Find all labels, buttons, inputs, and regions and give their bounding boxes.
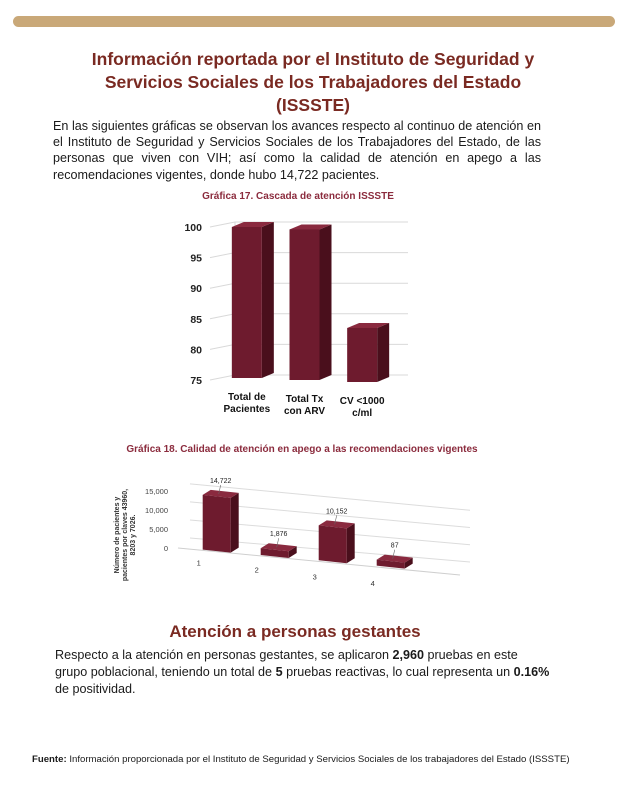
chart-17-ytick: 90: [190, 283, 202, 296]
chart-18-bar-side: [347, 523, 355, 563]
chart-18-category-label: 2: [254, 565, 259, 575]
chart-18-data-label: 10,152: [325, 508, 348, 516]
chart-17-ytick: 75: [190, 375, 202, 387]
chart-17-category-label: con ARV: [283, 406, 326, 417]
chart-18-ytick: 10,000: [145, 506, 168, 515]
chart-18-title: Gráfica 18. Calidad de atención en apego a las recomendaciones vigentes: [126, 444, 478, 455]
chart-18-ytick: 5,000: [149, 525, 168, 534]
chart-18-ylabel: Número de pacientes y: [114, 496, 121, 574]
chart-18-category-label: 1: [196, 558, 201, 568]
source-text: Información proporcionada por el Instituto de Seguridad y Servicios Sociales de los trabajadores del Estado (ISSSTE): [66, 754, 570, 765]
chart-18-ylabel: 8203 y 7026.: [130, 514, 137, 556]
chart-18-category-label: 3: [312, 572, 317, 582]
reactive-count: 5: [275, 665, 283, 679]
chart-17-ytick: 85: [190, 313, 202, 326]
tests-count: 2,960: [392, 648, 424, 662]
chart-18-bar: [319, 525, 347, 563]
chart-18-data-label: 87: [390, 542, 399, 550]
chart-17-ytick: 95: [190, 252, 202, 265]
chart-18-category-label: 4: [370, 579, 375, 589]
gestantes-paragraph: Respecto a la atención en personas gestantes, se aplicaron 2,960 pruebas en este grupo poblacional, teniendo un total de 5 pruebas reactivas, lo cual representa un 0.16% de positividad.: [55, 648, 550, 696]
page-title-line-2: Servicios Sociales de los Trabajadores del Estado: [104, 72, 522, 92]
chart-17-ytick: 80: [190, 344, 202, 357]
section-title-gestantes: Atención a personas gestantes: [169, 622, 421, 641]
positivity-rate: 0.16%: [513, 665, 550, 679]
chart-18-ylabel: pacientes por claves 43960,: [122, 488, 129, 582]
source-note: [32, 753, 572, 766]
chart-17-category-label: Total de: [228, 392, 266, 403]
source-label: Fuente:: [32, 754, 67, 765]
chart-17-category-label: Total Tx: [285, 394, 324, 405]
chart-18-data-label: 14,722: [209, 477, 232, 485]
chart-18-ytick: 0: [163, 544, 168, 553]
chart-17-category-label: Pacientes: [223, 404, 271, 415]
chart-17-title: Gráfica 17. Cascada de atención ISSSTE: [202, 191, 394, 202]
chart-18-data-label: 1,876: [269, 531, 288, 539]
chart-17-ytick: 100: [184, 222, 202, 234]
intro-paragraph: En las siguientes gráficas se observan los avances respecto al continuo de atención en el Instituto de Seguridad y Servicios Sociales de los Trabajadores del Estado, de las personas que viven con VIH; así como la calidad de atención en apego a las recomendaciones vigentes, donde hubo 14,722 pacientes.: [53, 119, 541, 182]
chart-18-bar-side: [231, 493, 239, 553]
chart-17-category-label: c/ml: [352, 408, 373, 419]
chart-18-bar: [203, 495, 231, 553]
chart-18-ytick: 15,000: [145, 487, 168, 496]
page-title-line-1: Información reportada por el Instituto de Seguridad y: [91, 49, 535, 69]
chart-17-category-label: CV <1000: [339, 396, 385, 407]
page-title-line-3: (ISSSTE): [276, 95, 350, 115]
